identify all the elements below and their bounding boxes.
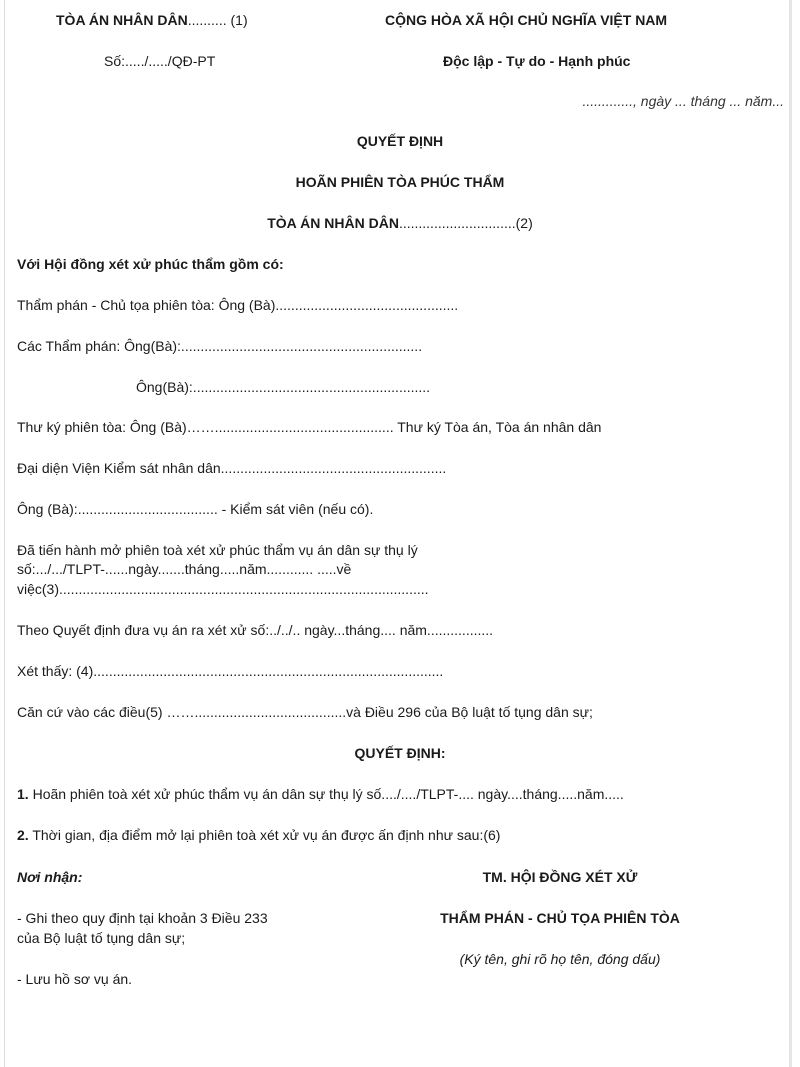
clerk-line: Thư ký phiên tòa: Ông (Bà)…….............................................. Thư ký Tòa án, Tòa án nhân dân	[17, 419, 602, 435]
presiding-judge-line: Thẩm phán - Chủ tọa phiên tòa: Ông (Bà)...............................................	[17, 297, 459, 313]
title-court	[0, 214, 800, 232]
date-line: ............., ngày ... tháng ... năm...	[582, 93, 784, 109]
sign-note: (Ký tên, ghi rõ họ tên, đóng dấu)	[459, 951, 661, 967]
decision-item-number: 2.	[17, 827, 29, 843]
decision-item-number: 1.	[17, 786, 29, 802]
procuracy-line: Đại diện Viện Kiểm sát nhân dân..........................................................	[17, 460, 447, 476]
considering-line: Xét thấy: (4)..........................................................................................	[17, 663, 444, 679]
judges-line: Các Thẩm phán: Ông(Bà):..............................................................	[17, 338, 423, 354]
republic-title: CỘNG HÒA XÃ HỘI CHỦ NGHĨA VIỆT NAM	[385, 12, 668, 28]
document-page	[4, 0, 792, 1067]
decision-item-1	[17, 785, 624, 803]
court-blank: .......... (1)	[187, 12, 248, 28]
title-decision: QUYẾT ĐỊNH	[356, 133, 444, 149]
decision-number: Số:...../...../QĐ-PT	[104, 53, 216, 69]
decision-item-2	[17, 826, 500, 844]
decision-item-text: Hoãn phiên toà xét xử phúc thẩm vụ án dân sự thụ lý số..../..../TLPT-.... ngày....tháng.....năm.....	[28, 786, 624, 802]
decision-item-text: Thời gian, địa điểm mở lại phiên toà xét xử vụ án được ấn định như sau:(6)	[28, 827, 501, 843]
trial-line-2: số:.../.../TLPT-......ngày.......tháng.....năm............ .....về	[17, 561, 352, 577]
prosecutor-line: Ông (Bà):.................................... - Kiểm sát viên (nếu có).	[17, 501, 374, 517]
per-decision-line: Theo Quyết định đưa vụ án ra xét xử số:../../.. ngày...tháng.... năm.................	[17, 622, 494, 638]
recipient-item: - Lưu hồ sơ vụ án.	[17, 971, 133, 987]
title-postpone: HOÃN PHIÊN TÒA PHÚC THẨM	[295, 174, 505, 190]
title-court-name: TÒA ÁN NHÂN DÂN	[267, 215, 399, 231]
title-court-blank: ..............................(2)	[398, 215, 533, 231]
decision-heading: QUYẾT ĐỊNH:	[354, 745, 446, 761]
trial-line-3: việc(3)...............................................................................................	[17, 581, 429, 597]
sign-role: THẨM PHÁN - CHỦ TỌA PHIÊN TÒA	[440, 910, 680, 926]
recipient-item: của Bộ luật tố tụng dân sự;	[17, 930, 186, 946]
court-name: TÒA ÁN NHÂN DÂN	[56, 12, 188, 28]
trial-line-1: Đã tiến hành mở phiên toà xét xử phúc thẩm vụ án dân sự thụ lý	[17, 542, 418, 558]
pursuant-line: Căn cứ vào các điều(5) …….......................................và Điều 296 của Bộ luật tố tụng dân sự;	[17, 704, 593, 720]
panel-heading: Với Hội đồng xét xử phúc thẩm gồm có:	[17, 256, 284, 272]
sign-title: TM. HỘI ĐỒNG XÉT XỬ	[482, 869, 638, 885]
recipient-item: - Ghi theo quy định tại khoản 3 Điều 233	[17, 910, 268, 926]
court-header	[56, 11, 248, 29]
recipients-label: Nơi nhận:	[17, 869, 83, 885]
judges-line-2: Ông(Bà):.............................................................	[136, 379, 431, 395]
motto: Độc lập - Tự do - Hạnh phúc	[443, 53, 631, 69]
